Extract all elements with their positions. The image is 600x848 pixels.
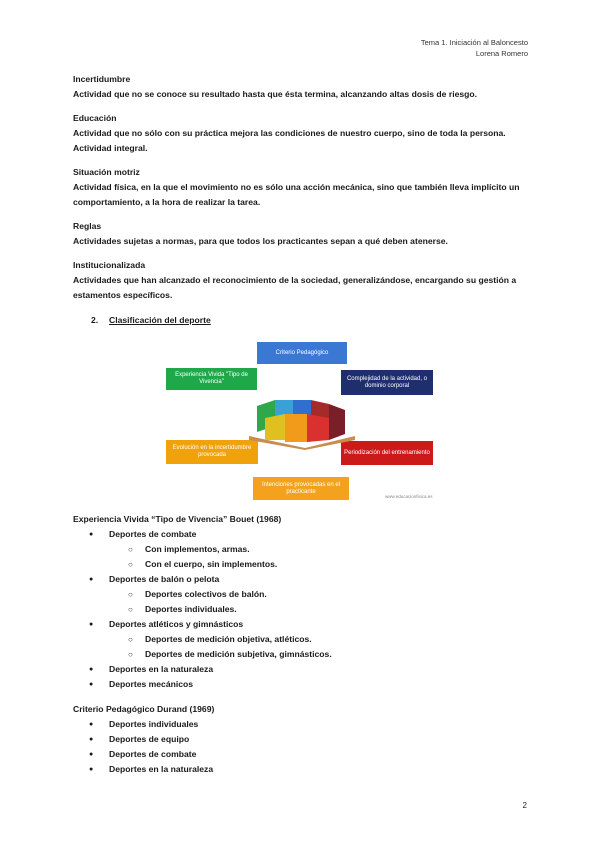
diagram-box-experiencia: Experiencia Vivida "Tipo de Vivencia" — [166, 368, 257, 390]
diagram-box-criterio: Criterio Pedagógico — [257, 342, 347, 364]
list-item: ● Deportes atléticos y gimnásticos — [73, 617, 533, 632]
page-number: 2 — [522, 801, 527, 810]
diagram-credit: www.educacionfisica.es — [385, 494, 433, 499]
definition-text: Actividad que no se conoce su resultado hasta que ésta termina, alcanzando altas dosis de riesgo. — [73, 89, 478, 99]
list-item: ● Deportes de equipo — [73, 732, 533, 747]
section-title: Clasificación del deporte — [109, 315, 211, 325]
definition-term: Reglas — [73, 221, 102, 231]
definition-text: Actividad física, en la que el movimiento no es sólo una acción mecánica, sino que también lleva implícito un comportamiento, a la hora de realizar la tarea. — [73, 182, 520, 207]
diagram-box-incertidumbre: Evolución en la incertidumbre provocada — [166, 440, 258, 464]
definition-term: Situación motriz — [73, 167, 140, 177]
section-number: 2. — [91, 315, 99, 325]
durand-heading: Criterio Pedagógico Durand (1969) — [73, 704, 215, 714]
header-author: Lorena Romero — [475, 49, 528, 58]
list-item: ● Deportes de combate — [73, 527, 533, 542]
list-item: ● Deportes de balón o pelota — [73, 572, 533, 587]
diagram-box-periodizacion: Periodización del entrenamiento — [341, 441, 433, 465]
section-heading — [91, 313, 533, 328]
color-boxes-illustration — [245, 392, 357, 450]
definition-text: Actividades que han alcanzado el reconocimiento de la sociedad, generalizándose, encargando su gestión a estamentos específicos. — [73, 275, 517, 300]
definition-text: Actividad que no sólo con su práctica mejora las condiciones de nuestro cuerpo, sino de toda la persona. Actividad integral. — [73, 128, 506, 153]
definition-term: Educación — [73, 113, 117, 123]
classification-diagram — [73, 334, 533, 502]
definition-text: Actividades sujetas a normas, para que todos los practicantes sepan a qué deben atenerse. — [73, 236, 448, 246]
definitions-list — [73, 72, 533, 303]
list-item: ● Deportes mecánicos — [73, 677, 533, 692]
definition-term: Incertidumbre — [73, 74, 131, 84]
bouet-list — [73, 527, 533, 692]
list-item: ● Deportes en la naturaleza — [73, 662, 533, 677]
document-body — [73, 72, 533, 777]
sub-list-item: ○ Deportes de medición subjetiva, gimnásticos. — [73, 647, 533, 662]
durand-list — [73, 717, 533, 777]
sub-list-item: ○ Deportes individuales. — [73, 602, 533, 617]
page-header — [421, 37, 528, 59]
sub-list-item: ○ Deportes colectivos de balón. — [73, 587, 533, 602]
header-topic: Tema 1. Iniciación al Baloncesto — [420, 38, 528, 47]
diagram-box-complejidad: Complejidad de la actividad, o dominio corporal — [341, 370, 433, 395]
sub-list-item: ○ Con implementos, armas. — [73, 542, 533, 557]
sub-list-item: ○ Con el cuerpo, sin implementos. — [73, 557, 533, 572]
sub-list-item: ○ Deportes de medición objetiva, atléticos. — [73, 632, 533, 647]
list-item: ● Deportes individuales — [73, 717, 533, 732]
diagram-box-intenciones: Intenciones provocadas en el practicante — [253, 477, 349, 500]
list-item: ● Deportes de combate — [73, 747, 533, 762]
bouet-heading: Experiencia Vivida “Tipo de Vivencia” Bouet (1968) — [73, 514, 282, 524]
definition-term: Institucionalizada — [73, 260, 146, 270]
list-item: ● Deportes en la naturaleza — [73, 762, 533, 777]
